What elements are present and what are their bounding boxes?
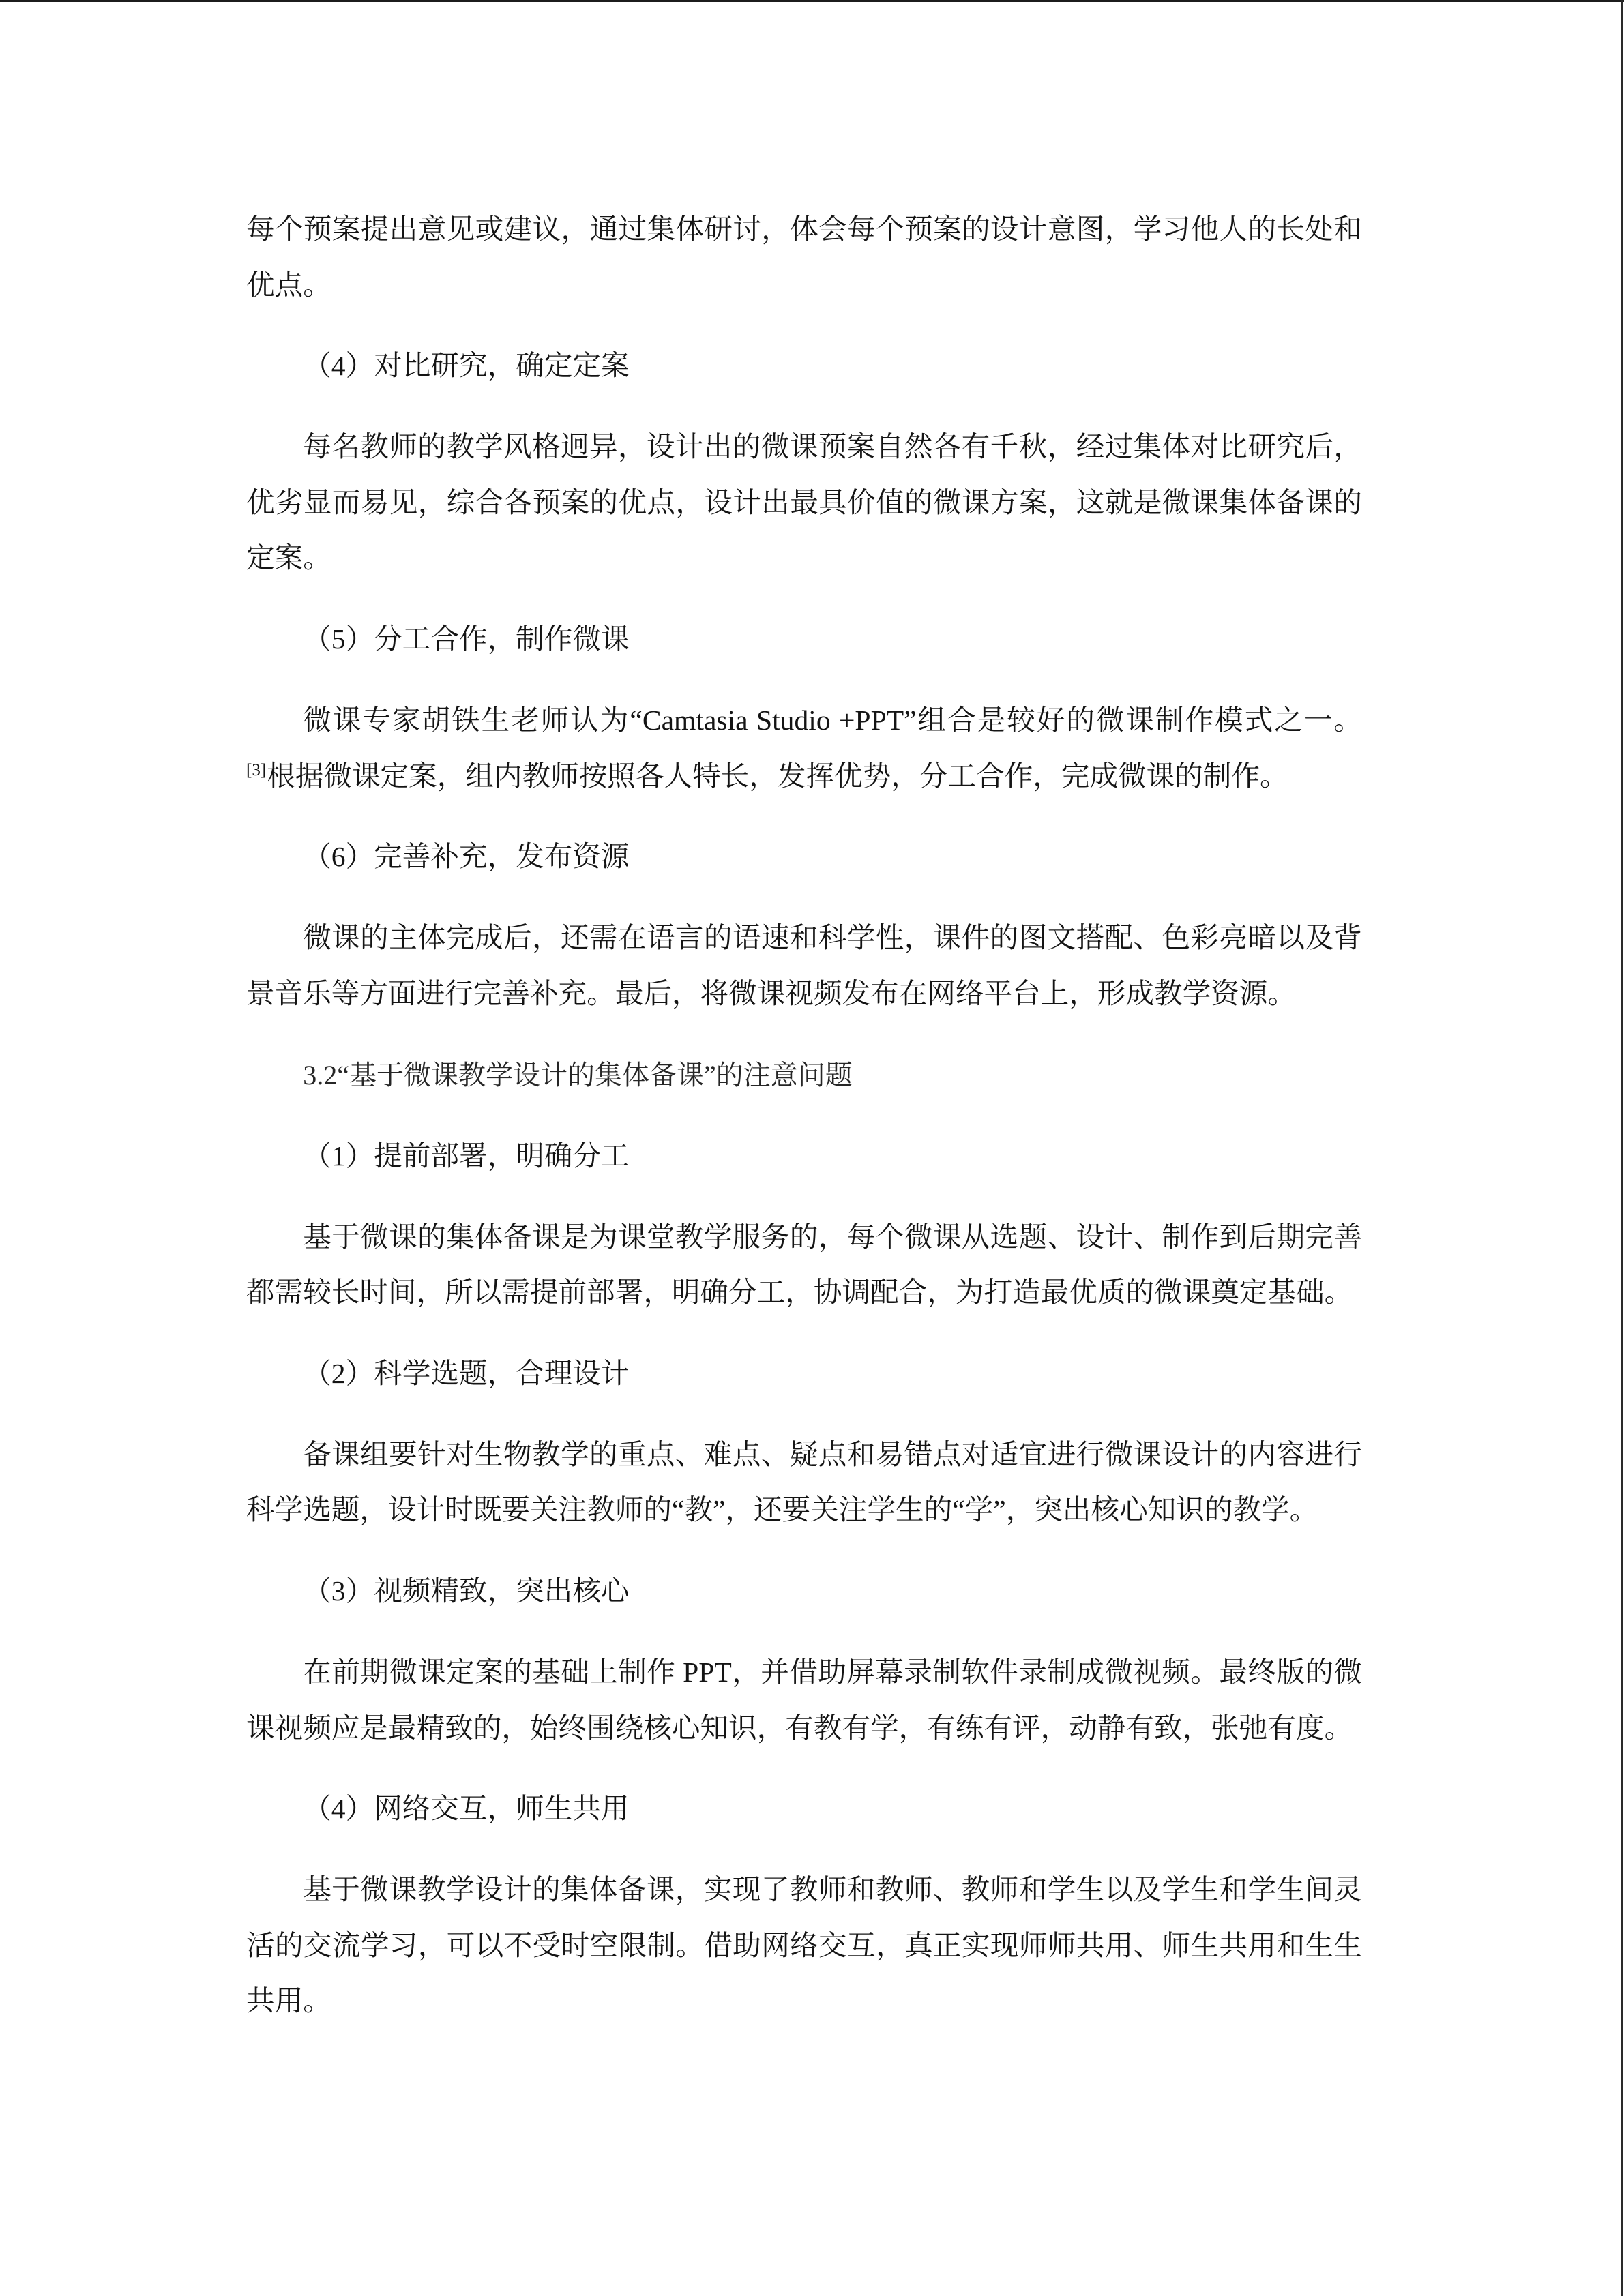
paragraph-line: 优点。: [246, 269, 331, 301]
paragraph-line: 备课组要针对生物教学的重点、难点、疑点和易错点对适宜进行微课设计的内容进行: [303, 1438, 1362, 1470]
paragraph-line: 微课的主体完成后，还需在语言的语速和科学性，课件的图文搭配、色彩亮暗以及背: [303, 922, 1362, 954]
paragraph-line: 科学选题，设计时既要关注教师的“教”，还要关注学生的“学”，突出核心知识的教学。: [246, 1494, 1318, 1526]
subheading: （1）提前部署，明确分工: [303, 1139, 630, 1172]
citation-marker: [3]: [246, 760, 267, 779]
paragraph-line: 基于微课教学设计的集体备课，实现了教师和教师、教师和学生以及学生和学生间灵: [303, 1874, 1362, 1906]
paragraph: [246, 1427, 1362, 1538]
subheading: （4）对比研究，确定定案: [303, 350, 630, 382]
section-heading: 3.2“基于微课教学设计的集体备课”的注意问题: [303, 1059, 853, 1090]
paragraph-line-text: 根据微课定案，组内教师按照各人特长，发挥优势，分工合作，完成微课的制作。: [267, 760, 1288, 792]
paragraph-line: 每名教师的教学风格迥异，设计出的微课预案自然各有千秋，经过集体对比研究后，: [303, 431, 1362, 463]
paragraph-line: 共用。: [246, 1985, 331, 2017]
paragraph-line: 在前期微课定案的基础上制作 PPT，并借助屏幕录制软件录制成微视频。最终版的微: [303, 1656, 1362, 1688]
paragraph: [246, 1862, 1362, 2029]
subheading: （3）视频精致，突出核心: [303, 1575, 630, 1607]
subheading: （2）科学选题，合理设计: [303, 1357, 630, 1389]
paragraph: [246, 419, 1362, 586]
paragraph-line: 活的交流学习，可以不受时空限制。借助网络交互，真正实现师师共用、师生共用和生生: [246, 1929, 1362, 1961]
subheading: （6）完善补充，发布资源: [303, 841, 630, 873]
page-top-border: [0, 0, 1624, 2]
paragraph-line: 基于微课的集体备课是为课堂教学服务的，每个微课从选题、设计、制作到后期完善: [303, 1221, 1362, 1253]
page-body: [246, 202, 1362, 2029]
paragraph: [246, 1210, 1362, 1321]
paragraph: [246, 1645, 1362, 1756]
paragraph-line: [246, 749, 1362, 805]
paragraph-line: 课视频应是最精致的，始终围绕核心知识，有教有学，有练有评，动静有致，张弛有度。: [246, 1712, 1353, 1744]
paragraph: [246, 910, 1362, 1022]
paragraph-line: 定案。: [246, 542, 331, 574]
paragraph: [246, 693, 1362, 804]
subheading: （5）分工合作，制作微课: [303, 623, 630, 655]
paragraph-line: 优劣显而易见，综合各预案的优点，设计出最具价值的微课方案，这就是微课集体备课的: [246, 486, 1362, 518]
paragraph-line: 微课专家胡铁生老师认为“Camtasia Studio +PPT”组合是较好的微课制作模式之一。: [303, 704, 1362, 736]
paragraph-line: 景音乐等方面进行完善补充。最后，将微课视频发布在网络平台上，形成教学资源。: [246, 977, 1296, 1009]
paragraph: [246, 202, 1362, 313]
subheading: （4）网络交互，师生共用: [303, 1793, 630, 1825]
paragraph-line: 每个预案提出意见或建议，通过集体研讨，体会每个预案的设计意图，学习他人的长处和: [246, 213, 1362, 245]
page-right-border: [1621, 0, 1623, 2296]
paragraph-line: 都需较长时间，所以需提前部署，明确分工，协调配合，为打造最优质的微课奠定基础。: [246, 1277, 1353, 1309]
